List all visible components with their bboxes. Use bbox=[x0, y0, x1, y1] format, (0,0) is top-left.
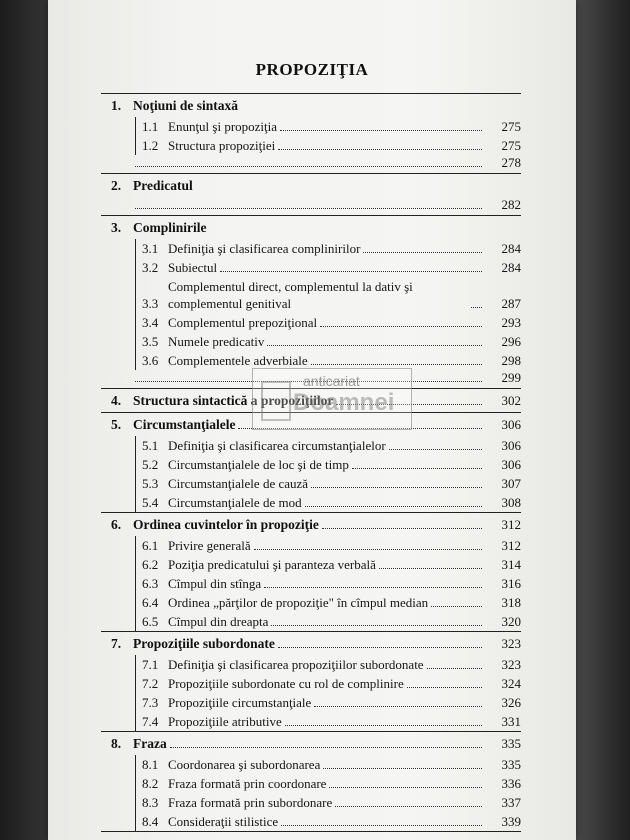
subsection-title: Privire generală bbox=[168, 538, 251, 553]
subsection-number: 6.4 bbox=[142, 595, 159, 610]
subsection-number: 8.3 bbox=[142, 795, 159, 810]
dot-leader bbox=[352, 468, 482, 469]
dot-leader bbox=[267, 345, 482, 346]
subsection-page-number: 293 bbox=[501, 315, 521, 330]
subsection-number: 5.4 bbox=[142, 495, 159, 510]
dot-leader bbox=[335, 806, 482, 807]
subsection-list bbox=[135, 755, 521, 831]
dot-leader bbox=[427, 668, 482, 669]
dot-leader bbox=[323, 768, 482, 769]
subsection-title: Complementul prepoziţional bbox=[168, 315, 318, 330]
subsection-number: 5.3 bbox=[142, 476, 159, 491]
subsection-title: Enunţul şi propoziţia bbox=[168, 119, 278, 134]
watermark bbox=[252, 368, 412, 430]
chapter-page-number: 323 bbox=[501, 636, 521, 651]
chapter-number: 3. bbox=[111, 220, 122, 235]
subsection-title: Fraza formată prin subordonare bbox=[168, 795, 333, 810]
subsection-list bbox=[135, 239, 521, 370]
dot-leader bbox=[389, 449, 482, 450]
subsection-number: 1.2 bbox=[142, 138, 159, 153]
subsection-title: Circumstanţialele de loc şi de timp bbox=[168, 457, 349, 472]
chapter-title: Propoziţiile subordonate bbox=[133, 636, 275, 651]
subsection-title: Cîmpul din stînga bbox=[168, 576, 262, 591]
chapter-number: 2. bbox=[111, 178, 122, 193]
subsection-row bbox=[136, 277, 521, 313]
subsection-number: 6.2 bbox=[142, 557, 159, 572]
subsection-title: Complementul direct, complementul la dativ şi complementul genitival bbox=[168, 279, 413, 311]
subsection-page-number: 318 bbox=[501, 595, 521, 610]
chapter-number: 5. bbox=[111, 417, 122, 432]
subsection-row bbox=[136, 136, 521, 155]
subsection-page-number: 308 bbox=[501, 495, 521, 510]
chapter-number: 7. bbox=[111, 636, 122, 651]
subsection-title: Coordonarea şi subordonarea bbox=[168, 757, 321, 772]
dot-leader bbox=[135, 166, 482, 167]
subsection-row bbox=[136, 474, 521, 493]
chapter-heading bbox=[101, 632, 521, 655]
dot-leader bbox=[311, 364, 482, 365]
subsection-number: 8.2 bbox=[142, 776, 159, 791]
subsection-row bbox=[136, 239, 521, 258]
subsection-row bbox=[136, 712, 521, 731]
table-of-contents bbox=[101, 93, 521, 832]
chapter-title: Structura sintactică a propoziţiilor bbox=[133, 393, 334, 408]
subsection-title: Complementele adverbiale bbox=[168, 353, 308, 368]
dot-leader bbox=[379, 568, 482, 569]
subsection-title: Subiectul bbox=[168, 260, 218, 275]
dot-leader bbox=[254, 549, 482, 550]
subsection-title: Propoziţiile circumstanţiale bbox=[168, 695, 312, 710]
dot-leader bbox=[322, 528, 482, 529]
toc-chapter bbox=[101, 173, 521, 215]
subsection-title: Definiţia şi clasificarea circumstanţialelor bbox=[168, 438, 386, 453]
subsection-number: 3.1 bbox=[142, 241, 159, 256]
subsection-page-number: 312 bbox=[501, 538, 521, 553]
subsection-number: 7.2 bbox=[142, 676, 159, 691]
subsection-row bbox=[136, 455, 521, 474]
subsection-number: 6.5 bbox=[142, 614, 159, 629]
subsection-row bbox=[136, 332, 521, 351]
chapter-end-row bbox=[101, 155, 521, 173]
toc-chapter bbox=[101, 631, 521, 731]
subsection-title: Definiţia şi clasificarea complinirilor bbox=[168, 241, 361, 256]
subsection-title: Ordinea „părţilor de propoziţie" în cîmpul median bbox=[168, 595, 429, 610]
subsection-row bbox=[136, 755, 521, 774]
dot-leader bbox=[431, 606, 482, 607]
subsection-row bbox=[136, 313, 521, 332]
subsection-number: 7.1 bbox=[142, 657, 159, 672]
chapter-heading bbox=[101, 216, 521, 239]
subsection-page-number: 306 bbox=[501, 457, 521, 472]
subsection-page-number: 296 bbox=[501, 334, 521, 349]
subsection-number: 3.5 bbox=[142, 334, 159, 349]
subsection-row bbox=[136, 793, 521, 812]
dot-leader bbox=[329, 787, 482, 788]
dot-leader bbox=[278, 647, 482, 648]
subsection-row bbox=[136, 693, 521, 712]
subsection-list bbox=[135, 117, 521, 155]
dot-leader bbox=[170, 747, 482, 748]
subsection-title: Fraza formată prin coordonare bbox=[168, 776, 327, 791]
chapter-title: Fraza bbox=[133, 736, 167, 751]
chapter-title: Noţiuni de sintaxă bbox=[133, 98, 239, 113]
subsection-number: 7.4 bbox=[142, 714, 159, 729]
dot-leader bbox=[407, 687, 482, 688]
subsection-number: 8.1 bbox=[142, 757, 159, 772]
subsection-title: Numele predicativ bbox=[168, 334, 265, 349]
subsection-page-number: 320 bbox=[501, 614, 521, 629]
subsection-number: 5.2 bbox=[142, 457, 159, 472]
toc-chapter bbox=[101, 512, 521, 631]
dot-leader bbox=[311, 487, 482, 488]
subsection-page-number: 307 bbox=[501, 476, 521, 491]
chapter-end-page-number: 278 bbox=[501, 155, 521, 170]
chapter-end-row bbox=[101, 197, 521, 215]
chapter-end-page-number: 282 bbox=[501, 197, 521, 212]
watermark-top-text: anticariat bbox=[303, 373, 360, 389]
dot-leader bbox=[271, 625, 482, 626]
toc-chapter bbox=[101, 93, 521, 173]
subsection-title: Circumstanţialele de mod bbox=[168, 495, 302, 510]
subsection-number: 1.1 bbox=[142, 119, 159, 134]
dot-leader bbox=[135, 208, 482, 209]
background-right bbox=[576, 0, 630, 840]
dot-leader bbox=[280, 130, 482, 131]
subsection-row bbox=[136, 774, 521, 793]
dot-leader bbox=[281, 825, 482, 826]
subsection-title: Cîmpul din dreapta bbox=[168, 614, 269, 629]
subsection-title: Propoziţiile atributive bbox=[168, 714, 282, 729]
subsection-row bbox=[136, 674, 521, 693]
subsection-row bbox=[136, 612, 521, 631]
dot-leader bbox=[314, 706, 482, 707]
subsection-page-number: 331 bbox=[501, 714, 521, 729]
subsection-number: 8.4 bbox=[142, 814, 159, 829]
subsection-row bbox=[136, 574, 521, 593]
subsection-page-number: 324 bbox=[501, 676, 521, 691]
subsection-row bbox=[136, 655, 521, 674]
subsection-number: 6.1 bbox=[142, 538, 159, 553]
chapter-number: 6. bbox=[111, 517, 122, 532]
chapter-end-page-number: 299 bbox=[501, 370, 521, 385]
subsection-title: Structura propoziţiei bbox=[168, 138, 276, 153]
chapter-number: 1. bbox=[111, 98, 122, 113]
subsection-page-number: 323 bbox=[501, 657, 521, 672]
subsection-page-number: 287 bbox=[501, 296, 521, 311]
subsection-number: 5.1 bbox=[142, 438, 159, 453]
subsection-number: 6.3 bbox=[142, 576, 159, 591]
subsection-number: 3.6 bbox=[142, 353, 159, 368]
subsection-number: 3.2 bbox=[142, 260, 159, 275]
chapter-heading bbox=[101, 174, 521, 197]
subsection-row bbox=[136, 117, 521, 136]
subsection-page-number: 337 bbox=[501, 795, 521, 810]
dot-leader bbox=[320, 326, 482, 327]
chapter-heading bbox=[101, 94, 521, 117]
subsection-page-number: 336 bbox=[501, 776, 521, 791]
subsection-page-number: 339 bbox=[501, 814, 521, 829]
chapter-number: 8. bbox=[111, 736, 122, 751]
subsection-row bbox=[136, 258, 521, 277]
subsection-page-number: 275 bbox=[501, 138, 521, 153]
subsection-title: Definiţia şi clasificarea propoziţiilor subordonate bbox=[168, 657, 424, 672]
subsection-row bbox=[136, 812, 521, 831]
watermark-main-text: Doamnei bbox=[293, 389, 395, 416]
chapter-title: Predicatul bbox=[133, 178, 193, 193]
dot-leader bbox=[220, 271, 482, 272]
subsection-title: Circumstanţialele de cauză bbox=[168, 476, 309, 491]
dot-leader bbox=[305, 506, 482, 507]
chapter-number: 4. bbox=[111, 393, 122, 408]
dot-leader bbox=[471, 307, 482, 308]
dot-leader bbox=[363, 252, 482, 253]
subsection-number: 3.3 bbox=[142, 296, 159, 311]
book-page bbox=[48, 0, 576, 840]
subsection-list bbox=[135, 655, 521, 731]
chapter-page-number: 306 bbox=[501, 417, 521, 432]
dot-leader bbox=[264, 587, 482, 588]
subsection-row bbox=[136, 555, 521, 574]
subsection-page-number: 326 bbox=[501, 695, 521, 710]
chapter-title: Ordinea cuvintelor în propoziţie bbox=[133, 517, 319, 532]
subsection-page-number: 314 bbox=[501, 557, 521, 572]
subsection-number: 7.3 bbox=[142, 695, 159, 710]
chapter-heading bbox=[101, 513, 521, 536]
subsection-row bbox=[136, 493, 521, 512]
subsection-title: Propoziţiile subordonate cu rol de complinire bbox=[168, 676, 404, 691]
subsection-page-number: 284 bbox=[501, 260, 521, 275]
subsection-page-number: 275 bbox=[501, 119, 521, 134]
subsection-row bbox=[136, 436, 521, 455]
subsection-title: Consideraţii stilistice bbox=[168, 814, 279, 829]
chapter-page-number: 312 bbox=[501, 517, 521, 532]
dot-leader bbox=[285, 725, 482, 726]
dot-leader bbox=[278, 149, 482, 150]
subsection-title: Poziţia predicatului şi paranteza verbală bbox=[168, 557, 376, 572]
watermark-logo-icon bbox=[261, 381, 291, 421]
subsection-row bbox=[136, 536, 521, 555]
subsection-page-number: 284 bbox=[501, 241, 521, 256]
toc-chapter bbox=[101, 215, 521, 388]
chapter-heading bbox=[101, 732, 521, 755]
subsection-row bbox=[136, 593, 521, 612]
subsection-page-number: 306 bbox=[501, 438, 521, 453]
subsection-page-number: 316 bbox=[501, 576, 521, 591]
subsection-page-number: 335 bbox=[501, 757, 521, 772]
subsection-list bbox=[135, 436, 521, 512]
toc-chapter bbox=[101, 731, 521, 832]
chapter-page-number: 335 bbox=[501, 736, 521, 751]
subsection-page-number: 298 bbox=[501, 353, 521, 368]
page-title: PROPOZIŢIA bbox=[255, 60, 369, 79]
chapter-page-number: 302 bbox=[501, 393, 521, 408]
chapter-title: Complinirile bbox=[133, 220, 207, 235]
subsection-list bbox=[135, 536, 521, 631]
chapter-title: Circumstanţialele bbox=[133, 417, 236, 432]
subsection-number: 3.4 bbox=[142, 315, 159, 330]
